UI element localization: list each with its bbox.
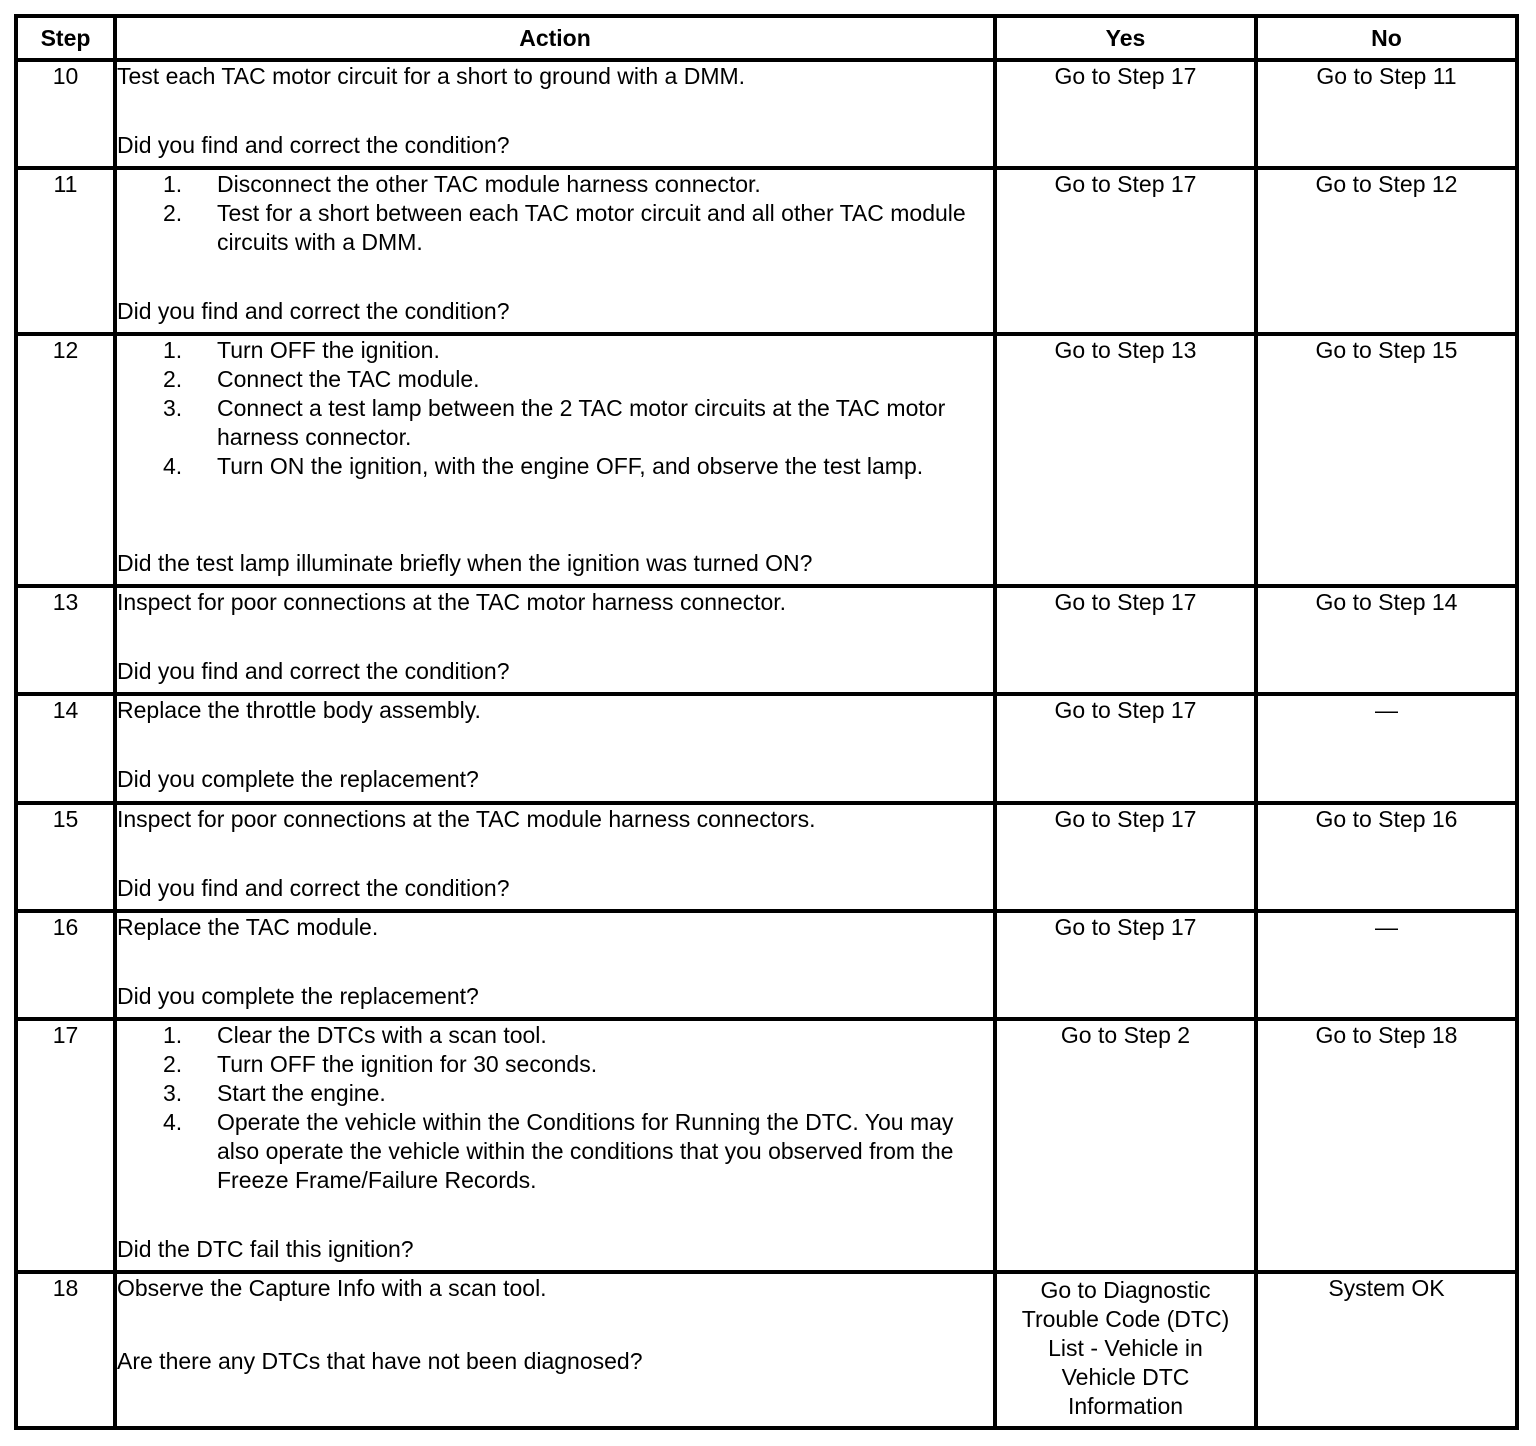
action-step-number: 1. — [163, 337, 183, 364]
table-row — [16, 586, 1517, 694]
action-step-text: Connect the TAC module. — [217, 366, 480, 393]
step-number: 13 — [16, 586, 115, 694]
action-step-text: Test for a short between each TAC motor circuit and all other TAC module circuits with a DMM. — [217, 200, 966, 256]
action-cell — [115, 694, 995, 802]
table-row — [16, 1019, 1517, 1272]
step-number: 11 — [16, 168, 115, 334]
action-cell — [115, 1019, 995, 1272]
action-question: Did you find and correct the condition? — [117, 874, 510, 901]
action-step-number: 4. — [163, 453, 183, 480]
action-question: Did you complete the replacement? — [117, 982, 479, 1009]
action-step-number: 4. — [163, 1108, 183, 1135]
no-result: Go to Step 16 — [1256, 803, 1517, 911]
table-row — [16, 334, 1517, 586]
action-step-item — [117, 452, 993, 481]
action-step-item — [117, 336, 993, 365]
action-question: Did you complete the replacement? — [117, 766, 479, 793]
yes-result: Go to Step 17 — [995, 911, 1256, 1019]
action-step-number: 2. — [163, 366, 183, 393]
action-step-list — [117, 1021, 993, 1195]
yes-result: Go to Step 17 — [995, 586, 1256, 694]
action-question: Did the test lamp illuminate briefly when the ignition was turned ON? — [117, 550, 813, 577]
action-step-item — [117, 1050, 993, 1079]
action-step-text: Connect a test lamp between the 2 TAC motor circuits at the TAC motor harness connector. — [217, 395, 946, 451]
header-action: Action — [115, 16, 995, 60]
action-step-number: 1. — [163, 1021, 183, 1048]
action-question: Did you find and correct the condition? — [117, 658, 510, 685]
action-cell — [115, 168, 995, 334]
action-question: Did you find and correct the condition? — [117, 298, 510, 325]
action-step-text: Clear the DTCs with a scan tool. — [217, 1021, 547, 1048]
action-step-number: 1. — [163, 171, 183, 198]
action-step-number: 2. — [163, 200, 183, 227]
table-row — [16, 911, 1517, 1019]
yes-result: Go to Step 17 — [995, 60, 1256, 168]
action-step-list — [117, 336, 993, 481]
action-step-text: Turn ON the ignition, with the engine OFF, and observe the test lamp. — [217, 453, 924, 480]
table-row — [16, 60, 1517, 168]
diagnostic-table — [14, 14, 1519, 1430]
step-number: 16 — [16, 911, 115, 1019]
no-result: Go to Step 15 — [1256, 334, 1517, 586]
yes-result: Go to Step 17 — [995, 694, 1256, 802]
action-step-item — [117, 199, 993, 257]
table-row — [16, 1272, 1517, 1428]
no-result: — — [1256, 911, 1517, 1019]
yes-result: Go to Step 17 — [995, 168, 1256, 334]
action-step-text: Operate the vehicle within the Conditions for Running the DTC. You may also operate the vehicle within the conditions that you observed from the Freeze Frame/Failure Records. — [217, 1108, 954, 1193]
action-step-item — [117, 1108, 993, 1195]
action-instruction: Test each TAC motor circuit for a short to ground with a DMM. — [117, 63, 746, 89]
step-number: 17 — [16, 1019, 115, 1272]
action-step-item — [117, 170, 993, 199]
action-question: Did you find and correct the condition? — [117, 132, 510, 158]
action-cell — [115, 586, 995, 694]
yes-result: Go to Step 2 — [995, 1019, 1256, 1272]
action-step-text: Turn OFF the ignition. — [217, 337, 440, 364]
yes-result: Go to Step 17 — [995, 803, 1256, 911]
header-yes: Yes — [995, 16, 1256, 60]
table-row — [16, 803, 1517, 911]
action-instruction: Inspect for poor connections at the TAC module harness connectors. — [117, 805, 816, 832]
no-result: Go to Step 11 — [1256, 60, 1517, 168]
step-number: 18 — [16, 1272, 115, 1428]
step-number: 12 — [16, 334, 115, 586]
action-step-item — [117, 1079, 993, 1108]
step-number: 14 — [16, 694, 115, 802]
action-step-text: Disconnect the other TAC module harness connector. — [217, 171, 761, 198]
header-no: No — [1256, 16, 1517, 60]
table-body — [16, 60, 1517, 1428]
action-step-number: 3. — [163, 395, 183, 422]
action-instruction: Replace the TAC module. — [117, 913, 379, 940]
action-instruction: Observe the Capture Info with a scan tool. — [117, 1274, 547, 1301]
action-cell — [115, 803, 995, 911]
header-row — [16, 16, 1517, 60]
yes-result: Go to Diagnostic Trouble Code (DTC) List - Vehicle in Vehicle DTC Information — [995, 1272, 1256, 1428]
action-step-item — [117, 1021, 993, 1050]
action-cell — [115, 60, 995, 168]
no-result: Go to Step 18 — [1256, 1019, 1517, 1272]
action-step-item — [117, 365, 993, 394]
action-step-number: 2. — [163, 1050, 183, 1077]
action-question: Are there any DTCs that have not been diagnosed? — [117, 1347, 643, 1374]
action-instruction: Replace the throttle body assembly. — [117, 697, 481, 724]
yes-result: Go to Step 13 — [995, 334, 1256, 586]
diagnostic-table-frame — [14, 14, 1515, 1430]
action-question: Did the DTC fail this ignition? — [117, 1235, 414, 1262]
action-step-list — [117, 170, 993, 257]
action-step-text: Turn OFF the ignition for 30 seconds. — [217, 1050, 598, 1077]
action-step-text: Start the engine. — [217, 1079, 386, 1106]
action-step-number: 3. — [163, 1079, 183, 1106]
action-cell — [115, 334, 995, 586]
action-cell — [115, 1272, 995, 1428]
action-step-item — [117, 394, 993, 452]
table-row — [16, 694, 1517, 802]
header-step: Step — [16, 16, 115, 60]
table-header — [16, 16, 1517, 60]
no-result: System OK — [1256, 1272, 1517, 1428]
step-number: 15 — [16, 803, 115, 911]
no-result: — — [1256, 694, 1517, 802]
table-row — [16, 168, 1517, 334]
action-instruction: Inspect for poor connections at the TAC motor harness connector. — [117, 589, 787, 616]
no-result: Go to Step 12 — [1256, 168, 1517, 334]
no-result: Go to Step 14 — [1256, 586, 1517, 694]
action-cell — [115, 911, 995, 1019]
step-number: 10 — [16, 60, 115, 168]
